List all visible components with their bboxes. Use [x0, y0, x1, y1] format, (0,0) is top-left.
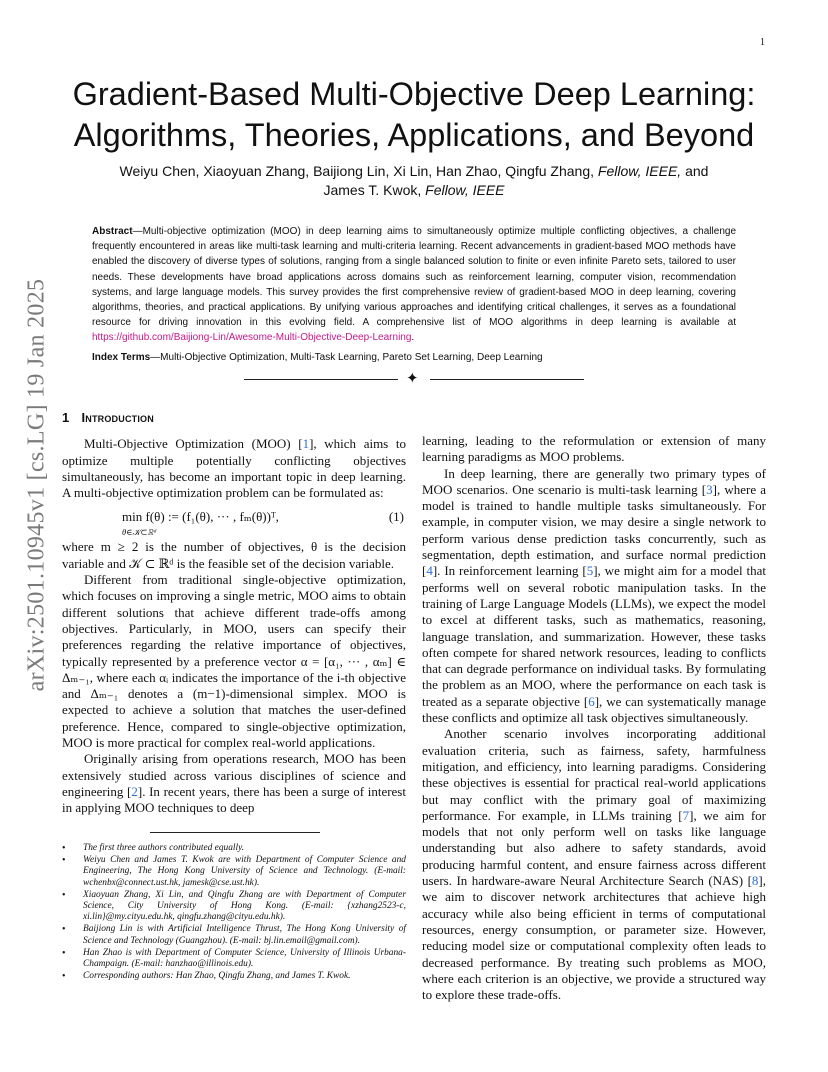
title-line-1: Gradient-Based Multi-Objective Deep Learning:	[72, 76, 756, 112]
authors-and: and	[685, 163, 709, 179]
page-number: 1	[760, 37, 765, 48]
index-terms	[92, 350, 736, 365]
left-column	[62, 410, 406, 817]
paragraph: Originally arising from operations research, MOO has been extensively studied across various disciplines of science and engineering [2]. In recent years, there has been a surge of interest in applying MOO techniques to deep	[62, 751, 406, 816]
author-list	[60, 162, 768, 200]
footnote-item: • Baijiong Lin is with Artificial Intelligence Thrust, The Hong Kong University of Science and Technology (Guangzhou). (E-mail: bj.lin.email@gmail.com).	[62, 924, 406, 947]
abstract-text: —Multi-objective optimization (MOO) in deep learning aims to simultaneously optimize multiple conflicting objectives, a challenge frequently encountered in areas like multi-task learning and multi-criteria learning. Recent advancements in gradient-based MOO methods have enabled the discovery of diverse types of solutions, ranging from a single balanced solution to finite or even infinite Pareto sets, tailored to user needs. These developments have broad applications across domains such as reinforcement learning, computer vision, recommendation systems, and large language models. This survey provides the first comprehensive review of gradient-based MOO in deep learning, covering algorithms, theories, and practical applications. By unifying various approaches and identifying critical challenges, it serves as a foundational resource for driving innovation in this evolving field. A comprehensive list of MOO algorithms in deep learning is available at	[92, 226, 736, 329]
paragraph: Another scenario involves incorporating additional evaluation criteria, such as fairness, safety, harmfulness mitigation, and efficiency, into learning paradigms. Considering these objectives is essential for practical real-world applications but may conflict with the primary goal of maximizing performance. For example, in LLMs training [7], we aim for models that not only perform well on tasks like language understanding but also adhere to safety standards, avoid producing harmful content, and ensure fairness across different users. In hardware-aware Neural Architecture Search (NAS) [8], we aim to discover network architectures that achieve high accuracy while also being efficient in terms of computational resources, energy consumption, or parameter size. However, reducing model size or computational complexity often leads to decreased performance. By treating such problems as MOO, where each criterion is an objective, we provide a structured way to explore these trade-offs.	[422, 726, 766, 1003]
equation-subscript: θ∈𝒦⊂ℝᵈ	[122, 527, 157, 538]
equation-1	[62, 507, 406, 538]
citation-link[interactable]: 4	[426, 563, 433, 579]
footnote-rule	[150, 832, 320, 833]
fellow-note-2: Fellow, IEEE	[425, 182, 505, 198]
citation-link[interactable]: 2	[131, 783, 138, 799]
divider-diamond-icon: ✦	[406, 371, 419, 387]
paragraph: In deep learning, there are generally two primary types of MOO scenarios. One scenario is multi-task learning [3], where a model is trained to handle multiple tasks simultaneously. For example, in computer vision, we may desire a single network to perform various dense prediction tasks concurrently, such as segmentation, depth estimation, and surface normal prediction [4]. In reinforcement learning [5], we might aim for a model that performs well on several robotic manipulation tasks. In the training of Large Language Models (LLMs), we expect the model to excel at different tasks, such as mathematics, reasoning, language translation, and summarization. However, these tasks often compete for shared network resources, leading to conflicts that can degrade performance on individual tasks. By formulating the problem as an MOO, where the performance on each task is treated as a separate objective [6], we can systematically manage these conflicts and optimize all task objectives simultaneously.	[422, 465, 767, 726]
section-heading	[62, 410, 406, 426]
index-terms-text: —Multi-Objective Optimization, Multi-Task Learning, Pareto Set Learning, Deep Learning	[150, 352, 543, 363]
footnotes	[62, 843, 406, 983]
abstract	[92, 224, 736, 346]
citation-link[interactable]: 8	[751, 873, 759, 889]
repository-link[interactable]: https://github.com/Baijiong-Lin/Awesome-Multi-Objective-Deep-Learning	[92, 332, 412, 344]
footnote-item: • Weiyu Chen and James T. Kwok are with Department of Computer Science and Engineering, The Hong Kong University of Science and Technology. (E-mail: wchenbx@connect.ust.hk, jamesk@cse.ust.hk).	[62, 855, 406, 889]
citation-link[interactable]: 1	[302, 436, 310, 452]
footnote-item: • The first three authors contributed equally.	[62, 843, 406, 854]
citation-link[interactable]: 7	[682, 807, 690, 823]
equation-number: (1)	[388, 509, 404, 525]
authors-line-1: Weiyu Chen, Xiaoyuan Zhang, Baijiong Lin, Xi Lin, Han Zhao, Qingfu Zhang,	[119, 163, 595, 179]
section-title: Introduction	[81, 410, 154, 425]
footnote-item: • Corresponding authors: Han Zhao, Qingfu Zhang, and James T. Kwok.	[62, 971, 406, 982]
divider-line-left	[244, 379, 398, 380]
index-terms-label: Index Terms	[92, 352, 151, 363]
paragraph: learning, leading to the reformulation or extension of many learning paradigms as MOO problems.	[422, 433, 766, 465]
section-number: 1	[62, 410, 70, 425]
footnote-item: • Han Zhao is with Department of Computer Science, University of Illinois Urbana-Champaign. (E-mail: hanzhao@illinois.edu).	[62, 948, 406, 971]
citation-link[interactable]: 6	[588, 693, 595, 709]
section-divider	[244, 370, 584, 388]
arxiv-identifier: arXiv:2501.10945v1 [cs.LG] 19 Jan 2025	[23, 278, 50, 692]
equation-body: min f(θ) := (f₁(θ), ··· , fₘ(θ))ᵀ,	[122, 509, 279, 525]
fellow-note-1: Fellow, IEEE,	[597, 163, 682, 179]
divider-line-right	[430, 379, 584, 380]
abstract-end: .	[411, 332, 415, 344]
abstract-label: Abstract	[92, 226, 133, 237]
authors-line-2: James T. Kwok,	[323, 182, 422, 198]
paragraph: where m ≥ 2 is the number of objectives, θ is the decision variable and 𝒦 ⊂ ℝᵈ is the feasible set of the decision variable.	[62, 539, 406, 571]
paper-title	[40, 74, 788, 156]
arxiv-stamp	[20, 278, 54, 692]
paragraph: Different from traditional single-objective optimization, which focuses on improving a single metric, MOO aims to obtain different solutions that achieve different trade-offs among objectives. Particularly, in MOO, users can specify their preferences regarding the relative importance of objectives, typically represented by a preference vector α = [α₁, ··· , αₘ] ∈ Δₘ₋₁, where each αᵢ indicates the importance of the i-th objective and Δₘ₋₁ denotes a (m−1)-dimensional simplex. MOO is expected to achieve a solution that matches the user-defined preference. Hence, compared to single-objective optimization, MOO is more practical for complex real-world applications.	[62, 572, 406, 751]
title-line-2: Algorithms, Theories, Applications, and Beyond	[73, 117, 755, 153]
citation-link[interactable]: 5	[586, 563, 594, 579]
right-column	[422, 433, 766, 1003]
citation-link[interactable]: 3	[706, 481, 713, 497]
paragraph: Multi-Objective Optimization (MOO) [1], which aims to optimize multiple potentially conflicting objectives simultaneously, has become an important topic in deep learning. A multi-objective optimization problem can be formulated as:	[62, 436, 406, 501]
footnote-item: • Xiaoyuan Zhang, Xi Lin, and Qingfu Zhang are with Department of Computer Science, City University of Hong Kong. (E-mail: {xzhang2523-c, xi.lin}@my.cityu.edu.hk, qingfu.zhang@cityu.edu.hk).	[62, 890, 406, 924]
